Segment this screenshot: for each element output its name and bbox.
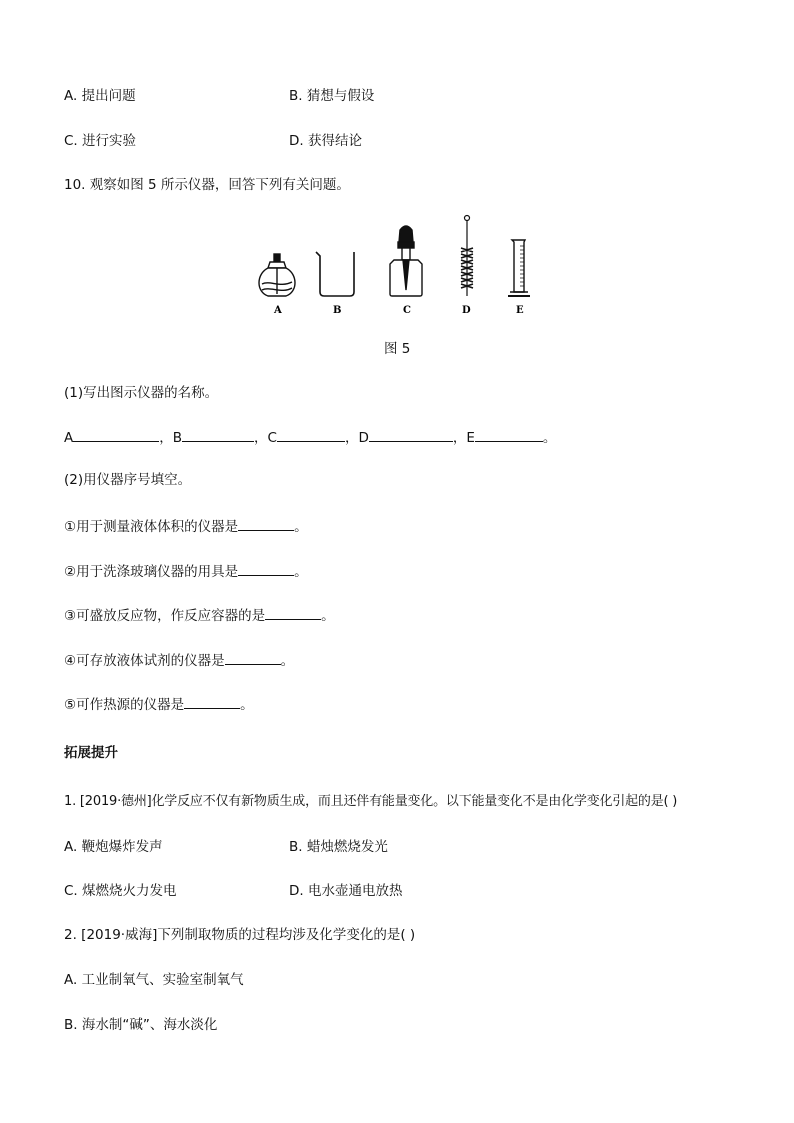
label-end: 。 xyxy=(542,430,557,446)
item-1-text: ①用于测量液体体积的仪器是 xyxy=(64,519,239,535)
figure-5-instruments xyxy=(240,212,560,322)
item-4-end: 。 xyxy=(280,653,295,669)
figure-label-e: E xyxy=(516,305,524,316)
ext2-stem: 2. [2019·威海]下列制取物质的过程均涉及化学变化的是( ) xyxy=(64,927,416,943)
option-a: A. 提出问题 xyxy=(64,88,136,104)
ext1-option-d: D. 电水壶通电放热 xyxy=(289,883,403,899)
ext1-stem: 1. [2019·德州]化学反应不仅有新物质生成，而且还伴有能量变化。以下能量变化不是由化学变化引起的是( ) xyxy=(64,794,678,809)
item-5-end: 。 xyxy=(240,697,254,713)
item-2-end: 。 xyxy=(294,564,308,580)
answer-blank-c[interactable] xyxy=(277,427,345,442)
alcohol-lamp-icon xyxy=(259,254,295,296)
option-c: C. 进行实验 xyxy=(64,133,137,149)
label-d: ，D xyxy=(344,430,369,446)
item-3-text: ③可盛放反应物，作反应容器的是 xyxy=(64,608,266,624)
part2-title: (2)用仪器序号填空。 xyxy=(64,472,192,488)
item-4 xyxy=(64,650,294,670)
item-5-blank[interactable] xyxy=(184,694,240,709)
ext2-option-b: B. 海水制“碱”、海水淡化 xyxy=(64,1017,218,1033)
option-b: B. 猜想与假设 xyxy=(289,88,375,104)
dropper-bottle-icon xyxy=(390,226,422,296)
item-2-blank[interactable] xyxy=(238,561,294,576)
figure-label-a: A xyxy=(274,305,282,316)
item-4-blank[interactable] xyxy=(225,650,281,665)
item-2 xyxy=(64,561,308,581)
beaker-icon xyxy=(316,252,354,296)
answer-blank-a[interactable] xyxy=(73,427,159,442)
item-5-text: ⑤可作热源的仪器是 xyxy=(64,697,185,713)
item-1 xyxy=(64,516,308,536)
item-3-end: 。 xyxy=(321,608,335,624)
figure-caption: 图 5 xyxy=(384,341,411,357)
graduated-cylinder-icon xyxy=(508,240,530,296)
figure-label-d: D xyxy=(462,305,471,316)
answer-blank-b[interactable] xyxy=(182,427,254,442)
ext1-option-b: B. 蜡烛燃烧发光 xyxy=(289,839,388,855)
section-title: 拓展提升 xyxy=(64,745,118,761)
item-3 xyxy=(64,605,335,625)
part1-title: (1)写出图示仪器的名称。 xyxy=(64,385,219,401)
item-4-text: ④可存放液体试剂的仪器是 xyxy=(64,653,225,669)
label-e: ，E xyxy=(452,430,475,446)
ext2-option-a: A. 工业制氧气、实验室制氧气 xyxy=(64,972,244,988)
option-d: D. 获得结论 xyxy=(289,133,362,149)
figure-label-b: B xyxy=(333,305,342,316)
item-2-text: ②用于洗涤玻璃仪器的用具是 xyxy=(64,564,239,580)
part1-answer-line xyxy=(64,427,556,447)
item-5 xyxy=(64,694,254,714)
label-a: A xyxy=(64,430,74,446)
answer-blank-e[interactable] xyxy=(475,427,543,442)
question-10-stem: 10. 观察如图 5 所示仪器，回答下列有关问题。 xyxy=(64,177,350,193)
item-3-blank[interactable] xyxy=(265,605,321,620)
test-tube-brush-icon xyxy=(461,216,473,297)
ext1-option-c: C. 煤燃烧火力发电 xyxy=(64,883,177,899)
item-1-end: 。 xyxy=(294,519,308,535)
label-b: ，B xyxy=(159,430,183,446)
ext1-option-a: A. 鞭炮爆炸发声 xyxy=(64,839,163,855)
answer-blank-d[interactable] xyxy=(369,427,453,442)
figure-label-c: C xyxy=(403,305,411,316)
item-1-blank[interactable] xyxy=(238,516,294,531)
label-c: ，C xyxy=(254,430,277,446)
